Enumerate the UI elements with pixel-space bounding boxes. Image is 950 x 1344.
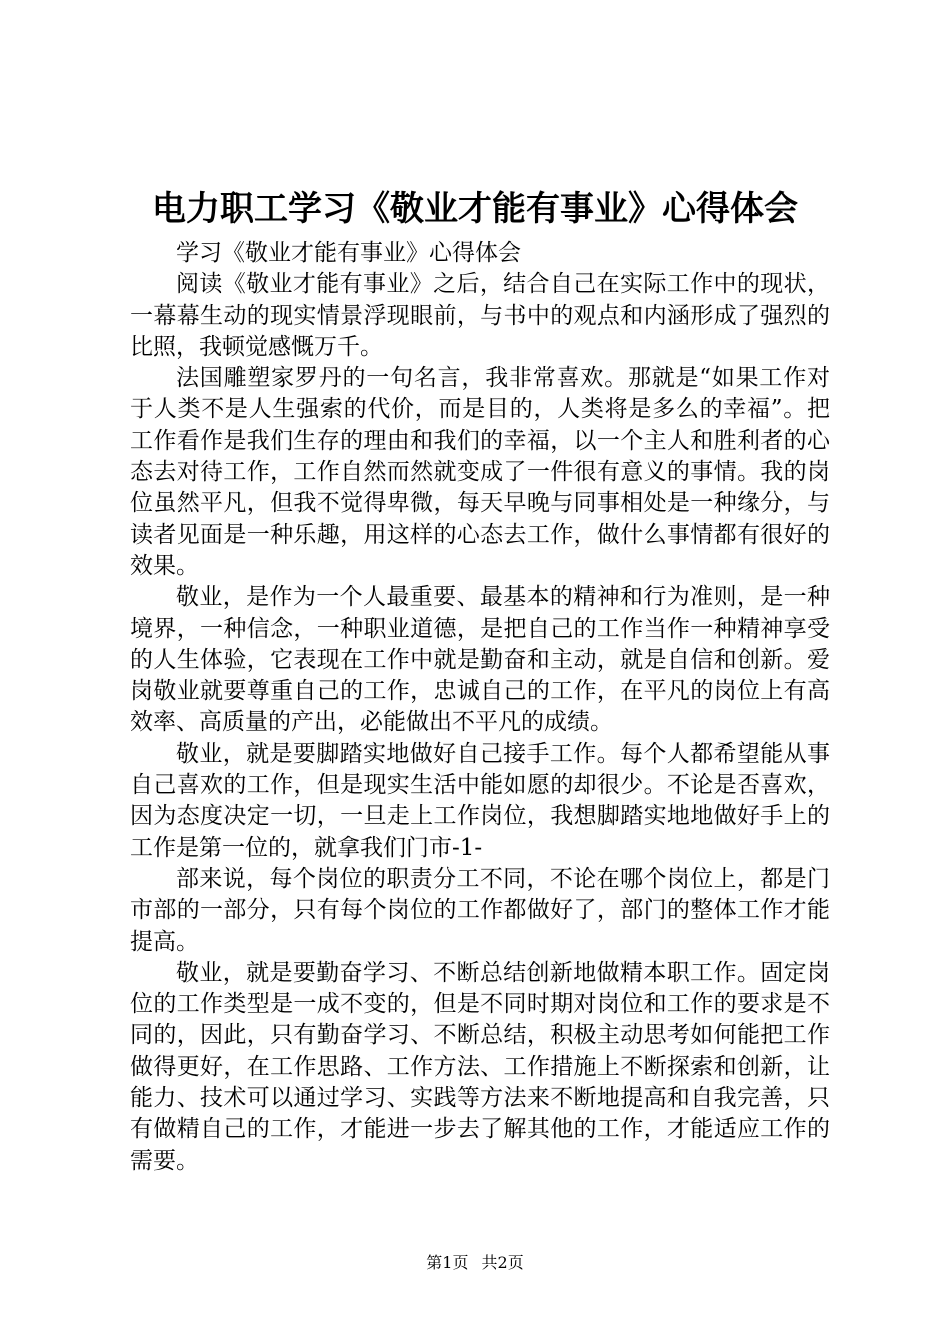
body-paragraph: 敬业，是作为一个人最重要、最基本的精神和行为准则，是一种境界，一种信念，一种职业道德，是把自己的工作当作一种精神享受的人生体验，它表现在工作中就是勤奋和主动，就是自信和创新。爱岗敬业就要尊重自己的工作，忠诚自己的工作，在平凡的岗位上有高效率、高质量的产出，必能做出不平凡的成绩。 bbox=[130, 584, 830, 736]
document-body bbox=[130, 238, 830, 1177]
document-title: 电力职工学习《敬业才能有事业》心得体会 bbox=[152, 189, 798, 229]
body-paragraph: 敬业，就是要勤奋学习、不断总结创新地做精本职工作。固定岗位的工作类型是一成不变的，但是不同时期对岗位和工作的要求是不同的，因此，只有勤奋学习、不断总结，积极主动思考如何能把工作做得更好，在工作思路、工作方法、工作措施上不断探索和创新，让能力、技术可以通过学习、实践等方法来不断地提高和自我完善，只有做精自己的工作，才能进一步去了解其他的工作，才能适应工作的需要。 bbox=[130, 959, 830, 1174]
body-paragraph: 部来说，每个岗位的职责分工不同，不论在哪个岗位上，都是门市部的一部分，只有每个岗位的工作都做好了，部门的整体工作才能提高。 bbox=[130, 865, 830, 955]
page-number: 第1页 bbox=[426, 1253, 469, 1272]
body-paragraph: 敬业，就是要脚踏实地做好自己接手工作。每个人都希望能从事自己喜欢的工作，但是现实生活中能如愿的却很少。不论是否喜欢，因为态度决定一切，一旦走上工作岗位，我想脚踏实地地做好手上的工作是第一位的，就拿我们门市-1- bbox=[130, 740, 830, 861]
page-total: 共2页 bbox=[481, 1253, 524, 1272]
body-paragraph: 法国雕塑家罗丹的一句名言，我非常喜欢。那就是“如果工作对于人类不是人生强索的代价，而是目的，人类将是多么的幸福”。把工作看作是我们生存的理由和我们的幸福，以一个主人和胜利者的心态去对待工作，工作自然而然就变成了一件很有意义的事情。我的岗位虽然平凡，但我不觉得卑微，每天早晚与同事相处是一种缘分，与读者见面是一种乐趣，用这样的心态去工作，做什么事情都有很好的效果。 bbox=[130, 365, 830, 579]
body-paragraph: 阅读《敬业才能有事业》之后，结合自己在实际工作中的现状，一幕幕生动的现实情景浮现眼前，与书中的观点和内涵形成了强烈的比照，我顿觉感慨万千。 bbox=[130, 271, 830, 360]
subtitle-paragraph: 学习《敬业才能有事业》心得体会 bbox=[176, 240, 521, 266]
page-footer bbox=[0, 1252, 950, 1274]
